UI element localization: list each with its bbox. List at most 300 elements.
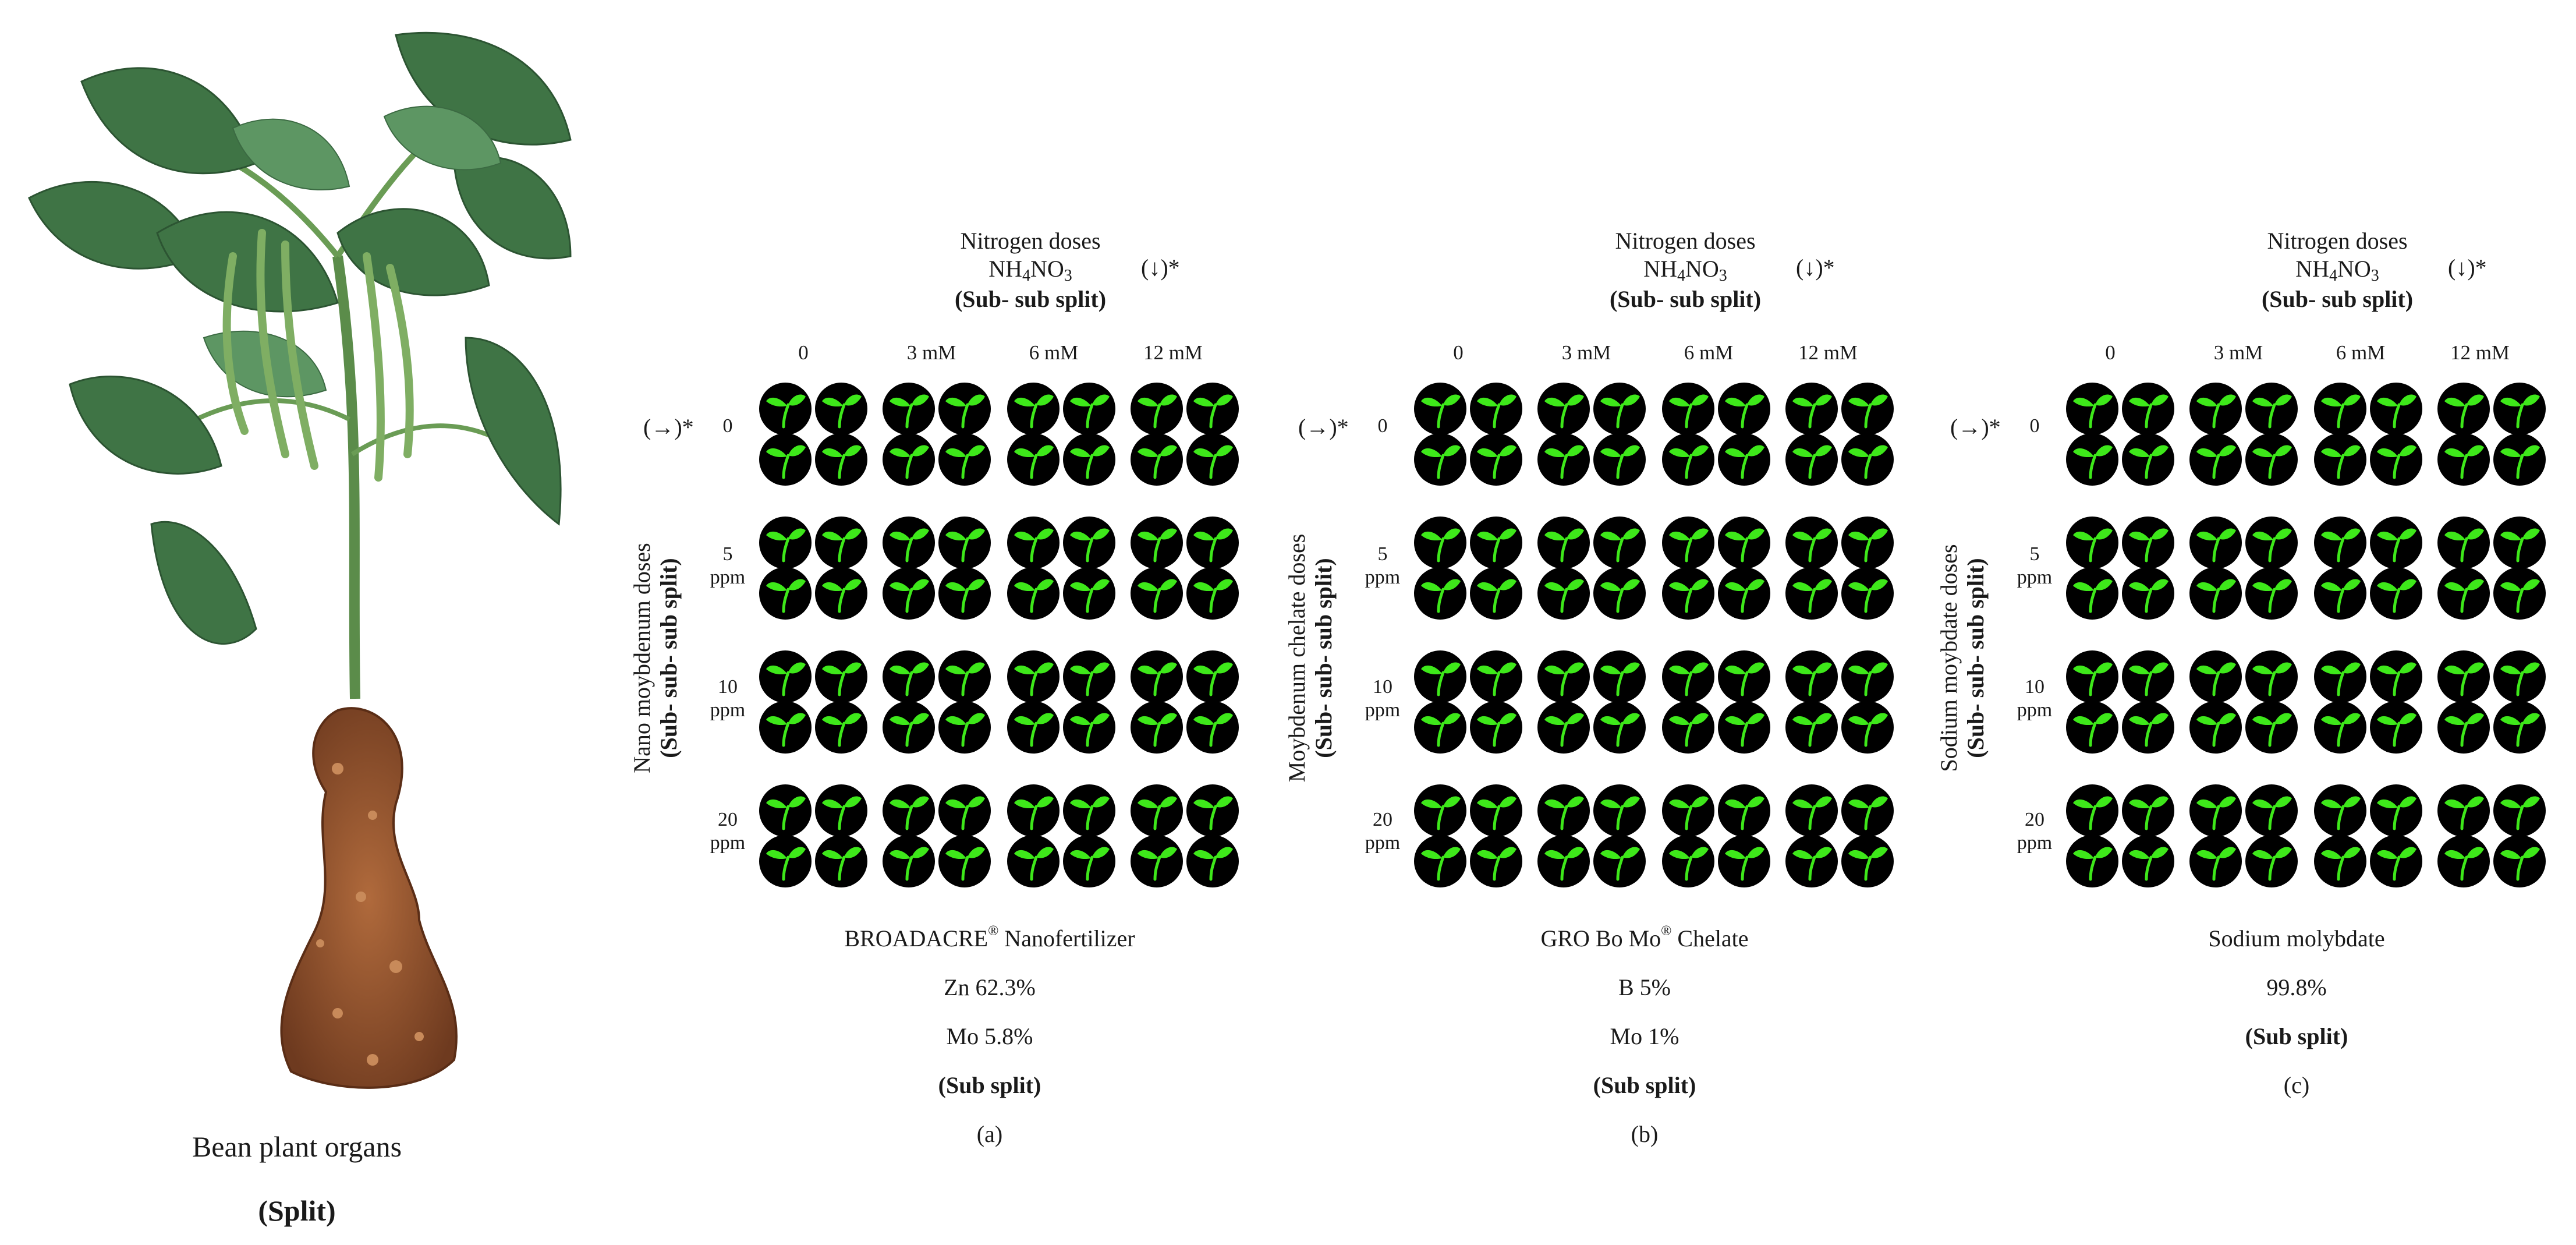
seedling-pot-icon [1129,834,1184,889]
seedling-pot-icon [2492,432,2547,487]
seedling-pot-icon [1185,834,1240,889]
product-name [1540,925,1748,952]
seedling-pot-icon [758,381,813,436]
seedling-pot-icon [881,566,936,621]
seedling-pot-icon [881,649,936,704]
row-label-0 [1359,415,1406,438]
seedling-pot-icon [1062,783,1117,838]
seedling-pot-icon [1129,700,1184,755]
seedling-pot-icon [2065,834,2120,889]
seedling-pot-icon [2244,432,2299,487]
seedling-pot-icon [1062,566,1117,621]
seedling-pot-icon [1062,381,1117,436]
seedling-pot-icon [1717,649,1771,704]
row-label-1 [1359,543,1406,589]
seedling-pot-icon [1006,515,1061,570]
seedling-pot-icon [1592,515,1647,570]
seedling-pot-icon [1840,834,1895,889]
formula-nh: NH [2295,256,2329,282]
product-suffix: Nanofertilizer [998,925,1135,952]
seedling-pot-icon [1469,700,1523,755]
bean-plant-illustration [12,12,582,1106]
seedling-pot-icon [2121,515,2175,570]
nitrogen-doses-title: Nitrogen doses [2267,228,2408,254]
seedling-pot-icon [2313,783,2368,838]
seedling-pot-icon [2188,515,2243,570]
panel-letter: (a) [976,1121,1003,1147]
vertical-axis-title [1284,534,1337,783]
seedling-pot-icon [1717,566,1771,621]
seedling-pot-icon [1717,381,1771,436]
seedling-pot-icon [2436,783,2491,838]
registered-mark: ® [1661,923,1672,939]
seedling-pot-icon [2369,783,2423,838]
panel-letter: (c) [2283,1072,2310,1098]
seedling-pot-icon [1413,432,1468,487]
row-label-1 [2011,543,2058,589]
row-label-value: 5 [722,543,733,565]
seedling-pot-icon [1062,649,1117,704]
seedling-pot-icon [2436,515,2491,570]
row-label-value: 20 [718,809,738,830]
seedling-pot-icon [2244,700,2299,755]
row-label-2 [2011,675,2058,722]
seedling-pot-icon [2369,432,2423,487]
nitrogen-doses-title: Nitrogen doses [1615,228,1756,254]
column-label-0: 0 [1453,341,1464,364]
product-suffix: Chelate [1671,925,1749,952]
formula-sub-3: 3 [1718,267,1727,285]
formula-sub-4: 4 [2329,267,2337,285]
seedling-pot-icon [1185,381,1240,436]
seedling-pot-icon [1592,566,1647,621]
product-line-3: Mo 5.8% [946,1023,1033,1049]
seedling-pot-icon [2313,515,2368,570]
seedling-pot-icon [1062,432,1117,487]
seedling-pot-icon [2492,515,2547,570]
seedling-pot-icon [2492,381,2547,436]
seedling-pot-icon [1185,566,1240,621]
seedling-pot-icon [2065,515,2120,570]
seedling-pot-icon [758,700,813,755]
seedling-pot-icon [937,515,992,570]
seedling-pot-icon [1661,566,1716,621]
panel-a [623,0,1275,1245]
seedling-pot-icon [1129,381,1184,436]
formula-sub-3: 3 [2371,267,2379,285]
seedling-pot-icon [2121,566,2175,621]
nitrogen-formula [988,256,1072,289]
row-label-unit: ppm [2017,567,2053,588]
seedling-pot-icon [1536,700,1591,755]
seedling-pot-icon [2065,783,2120,838]
seedling-pot-icon [2121,649,2175,704]
seedling-pot-icon [2436,700,2491,755]
product-line-2: B 5% [1618,974,1671,1000]
seedling-pot-icon [1129,649,1184,704]
seedling-pot-icon [1661,649,1716,704]
seedling-pot-icon [1840,649,1895,704]
product-line-3: (Sub split) [2245,1023,2348,1049]
nitrogen-formula [2295,256,2379,289]
product-line-2: Zn 62.3% [944,974,1036,1000]
seedling-pot-icon [881,834,936,889]
formula-no: NO [1685,256,1719,282]
seedling-pot-icon [1062,834,1117,889]
seedling-pot-icon [881,381,936,436]
column-label-3: 12 mM [1798,341,1858,364]
seedling-pot-icon [937,381,992,436]
seedling-pot-icon [814,834,869,889]
panel-letter: (b) [1631,1121,1659,1147]
right-arrow-label: (→)* [1950,414,2001,440]
seedling-pot-icon [1413,700,1468,755]
sub-sub-split-label: (Sub- sub split) [2261,286,2414,312]
seedling-pot-icon [1661,834,1716,889]
seedling-pot-icon [2313,834,2368,889]
row-label-0 [2011,415,2058,438]
seedling-pot-icon [1661,381,1716,436]
down-arrow-label: (↓)* [2448,254,2487,281]
seedling-pot-icon [1006,783,1061,838]
seedling-pot-icon [1784,566,1839,621]
formula-sub-3: 3 [1064,267,1072,285]
split-label: (Split) [258,1194,336,1227]
row-label-value: 20 [2025,809,2044,830]
seedling-pot-icon [2369,566,2423,621]
formula-sub-4: 4 [1677,267,1685,285]
product-name-text: BROADACRE [844,925,988,952]
seedling-pot-icon [881,783,936,838]
panel-c [1930,0,2576,1245]
seedling-pot-icon [2369,834,2423,889]
seedling-pot-icon [2313,700,2368,755]
seedling-pot-icon [1129,566,1184,621]
seedling-pot-icon [2244,515,2299,570]
seedling-pot-icon [2313,381,2368,436]
formula-no: NO [1030,256,1064,282]
seedling-pot-icon [937,700,992,755]
product-name [844,925,1135,952]
row-label-value: 0 [722,415,733,437]
vertical-sub-label: (Sub- sub- sub split) [655,558,682,758]
column-label-3: 12 mM [1143,341,1203,364]
seedling-pot-icon [1661,783,1716,838]
seedling-pot-icon [1006,649,1061,704]
seedling-pot-icon [1784,432,1839,487]
seedling-pot-icon [1784,515,1839,570]
seedling-pot-icon [2492,700,2547,755]
formula-sub-4: 4 [1022,267,1030,285]
column-label-2: 6 mM [1684,341,1734,364]
seedling-pot-icon [814,783,869,838]
column-label-1: 3 mM [1561,341,1611,364]
seedling-pot-icon [2313,566,2368,621]
seedling-pot-icon [1469,834,1523,889]
row-label-value: 10 [2025,676,2044,698]
vertical-sub-label: (Sub- sub- sub split) [1310,558,1337,758]
seedling-pot-icon [1661,515,1716,570]
seedling-pot-icon [1469,566,1523,621]
down-arrow-label: (↓)* [1796,254,1835,281]
seedling-pot-icon [758,432,813,487]
vertical-axis-title [629,543,682,773]
seedling-pot-icon [2369,700,2423,755]
seedling-pot-icon [2121,700,2175,755]
row-label-value: 20 [1373,809,1392,830]
seedling-pot-icon [758,515,813,570]
seedling-pot-icon [2121,432,2175,487]
seedling-pot-icon [1840,515,1895,570]
seedling-pot-icon [1784,834,1839,889]
seedling-pot-icon [2436,381,2491,436]
column-label-1: 3 mM [906,341,956,364]
seedling-pot-icon [1413,834,1468,889]
registered-mark: ® [988,923,999,939]
seedling-pot-icon [1592,381,1647,436]
seedling-pot-icon [1717,834,1771,889]
row-label-unit: ppm [710,567,746,588]
column-label-2: 6 mM [1029,341,1079,364]
seedling-pot-icon [1840,700,1895,755]
seedling-pot-icon [1185,515,1240,570]
seedling-pot-icon [2244,834,2299,889]
seedling-pot-icon [2121,783,2175,838]
seedling-pot-icon [1784,381,1839,436]
right-arrow-label: (→)* [643,414,694,440]
row-label-2 [1359,675,1406,722]
seedling-pot-icon [1129,432,1184,487]
product-line-4: (Sub split) [938,1072,1041,1098]
seedling-pot-icon [2188,432,2243,487]
seedling-pot-icon [937,566,992,621]
seedling-pot-icon [2313,649,2368,704]
seedling-pot-icon [881,432,936,487]
seedling-pot-icon [1536,834,1591,889]
seedling-pot-icon [1062,700,1117,755]
seedling-pot-icon [1717,515,1771,570]
row-label-3 [704,808,751,855]
row-label-unit: ppm [1365,832,1401,854]
column-label-3: 12 mM [2450,341,2510,364]
seedling-pot-icon [1592,700,1647,755]
column-label-0: 0 [2105,341,2116,364]
seedling-pot-icon [1536,432,1591,487]
seedling-pot-icon [1592,649,1647,704]
row-label-unit: ppm [2017,832,2053,854]
seedling-pot-icon [2492,783,2547,838]
seedling-pot-icon [1413,783,1468,838]
seedling-pot-icon [1006,700,1061,755]
seedling-pot-icon [2313,432,2368,487]
seedling-pot-icon [1413,649,1468,704]
product-line-3: Mo 1% [1610,1023,1679,1049]
seedling-pot-icon [1717,700,1771,755]
vertical-sub-label: (Sub- sub- sub split) [1962,558,1989,758]
product-name-text: GRO Bo Mo [1540,925,1661,952]
seedling-pot-icon [1185,700,1240,755]
seedling-pot-icon [2436,432,2491,487]
down-arrow-label: (↓)* [1141,254,1180,281]
seedling-pot-icon [1185,783,1240,838]
seedling-pot-icon [2244,566,2299,621]
row-label-unit: ppm [1365,699,1401,721]
seedling-pot-icon [1592,783,1647,838]
seedling-pot-icon [1413,381,1468,436]
seedling-pot-icon [2065,700,2120,755]
seedling-pot-icon [1536,381,1591,436]
nitrogen-formula [1643,256,1727,289]
seedling-pot-icon [2492,566,2547,621]
seedling-pot-icon [2188,566,2243,621]
seedling-pot-icon [1661,700,1716,755]
seedling-pot-icon [1129,515,1184,570]
row-label-3 [2011,808,2058,855]
column-label-2: 6 mM [2336,341,2386,364]
seedling-pot-icon [1413,566,1468,621]
seedling-pot-icon [814,432,869,487]
seedling-pot-icon [1006,381,1061,436]
seedling-pot-icon [1185,432,1240,487]
seedling-pot-icon [2244,783,2299,838]
column-label-1: 3 mM [2213,341,2263,364]
seedling-pot-icon [1469,381,1523,436]
seedling-pot-icon [2121,381,2175,436]
seedling-pot-icon [2188,649,2243,704]
seedling-pot-icon [1006,566,1061,621]
row-label-1 [704,543,751,589]
seedling-pot-icon [2188,834,2243,889]
seedling-pot-icon [881,700,936,755]
formula-nh: NH [988,256,1022,282]
seedling-pot-icon [1413,515,1468,570]
seedling-pot-icon [2492,834,2547,889]
seedling-pot-icon [1536,566,1591,621]
seedling-pot-icon [2065,649,2120,704]
row-label-unit: ppm [2017,699,2053,721]
seedling-pot-icon [1661,432,1716,487]
vertical-title-text: Sodium moybdate doses [1936,544,1962,772]
seedling-pot-icon [1536,515,1591,570]
seedling-pot-icon [1469,783,1523,838]
seedling-pot-icon [1840,566,1895,621]
seedling-pot-icon [1006,834,1061,889]
seedling-pot-icon [937,649,992,704]
vertical-title-text: Nano moybdenum doses [629,543,655,773]
seedling-pot-icon [1784,649,1839,704]
bean-plant-image [12,12,582,1106]
seedling-pot-icon [2436,566,2491,621]
seedling-pot-icon [2188,783,2243,838]
product-line-2: 99.8% [2266,974,2327,1000]
seedling-pot-icon [1840,432,1895,487]
seedling-pot-icon [814,649,869,704]
column-label-0: 0 [798,341,809,364]
seedling-pot-icon [1717,432,1771,487]
seedling-pot-icon [2065,566,2120,621]
seedling-pot-icon [1469,515,1523,570]
row-label-value: 5 [1377,543,1388,565]
sub-sub-split-label: (Sub- sub split) [1609,286,1762,312]
seedling-pot-icon [1784,783,1839,838]
seedling-pot-icon [1469,432,1523,487]
seedling-pot-icon [2188,700,2243,755]
seedling-pot-icon [2244,649,2299,704]
seedling-pot-icon [1469,649,1523,704]
seedling-pot-icon [937,783,992,838]
product-line-4: (Sub split) [1593,1072,1696,1098]
vertical-title-text: Moybdenum chelate doses [1284,533,1310,783]
seedling-pot-icon [814,381,869,436]
nitrogen-doses-title: Nitrogen doses [960,228,1101,254]
seedling-pot-icon [758,783,813,838]
row-label-2 [704,675,751,722]
seedling-pot-icon [2436,834,2491,889]
row-label-value: 10 [718,676,738,698]
formula-no: NO [2337,256,2371,282]
seedling-pot-icon [1840,783,1895,838]
seedling-pot-icon [2188,381,2243,436]
seedling-pot-icon [1062,515,1117,570]
seedling-pot-icon [1592,834,1647,889]
vertical-axis-title [1936,544,1989,772]
seedling-pot-icon [2244,381,2299,436]
seedling-pot-icon [814,515,869,570]
row-label-unit: ppm [710,832,746,854]
seedling-pot-icon [937,834,992,889]
plant-caption: Bean plant organs [192,1130,402,1163]
seedling-pot-icon [2065,381,2120,436]
right-arrow-label: (→)* [1298,414,1349,440]
row-label-value: 10 [1373,676,1392,698]
formula-nh: NH [1643,256,1677,282]
row-label-3 [1359,808,1406,855]
sub-sub-split-label: (Sub- sub split) [954,286,1107,312]
seedling-pot-icon [814,700,869,755]
seedling-pot-icon [1536,649,1591,704]
seedling-pot-icon [2121,834,2175,889]
row-label-value: 5 [2029,543,2040,565]
row-label-unit: ppm [1365,567,1401,588]
seedling-pot-icon [2369,381,2423,436]
seedling-pot-icon [1185,649,1240,704]
seedling-pot-icon [1840,381,1895,436]
product-name-text: Sodium molybdate [2208,925,2385,952]
seedling-pot-icon [2436,649,2491,704]
row-label-unit: ppm [710,699,746,721]
seedling-pot-icon [2492,649,2547,704]
seedling-pot-icon [758,649,813,704]
seedling-pot-icon [1006,432,1061,487]
seedling-pot-icon [1784,700,1839,755]
product-name [2208,925,2384,952]
seedling-pot-icon [758,566,813,621]
seedling-pot-icon [1592,432,1647,487]
row-label-value: 0 [2029,415,2040,437]
seedling-pot-icon [1536,783,1591,838]
row-label-value: 0 [1377,415,1388,437]
seedling-pot-icon [1717,783,1771,838]
panel-b [1278,0,1930,1245]
seedling-pot-icon [1129,783,1184,838]
seedling-pot-icon [814,566,869,621]
seedling-pot-icon [2369,649,2423,704]
seedling-pot-icon [937,432,992,487]
seedling-pot-icon [881,515,936,570]
seedling-pot-icon [758,834,813,889]
seedling-pot-icon [2065,432,2120,487]
seedling-pot-icon [2369,515,2423,570]
